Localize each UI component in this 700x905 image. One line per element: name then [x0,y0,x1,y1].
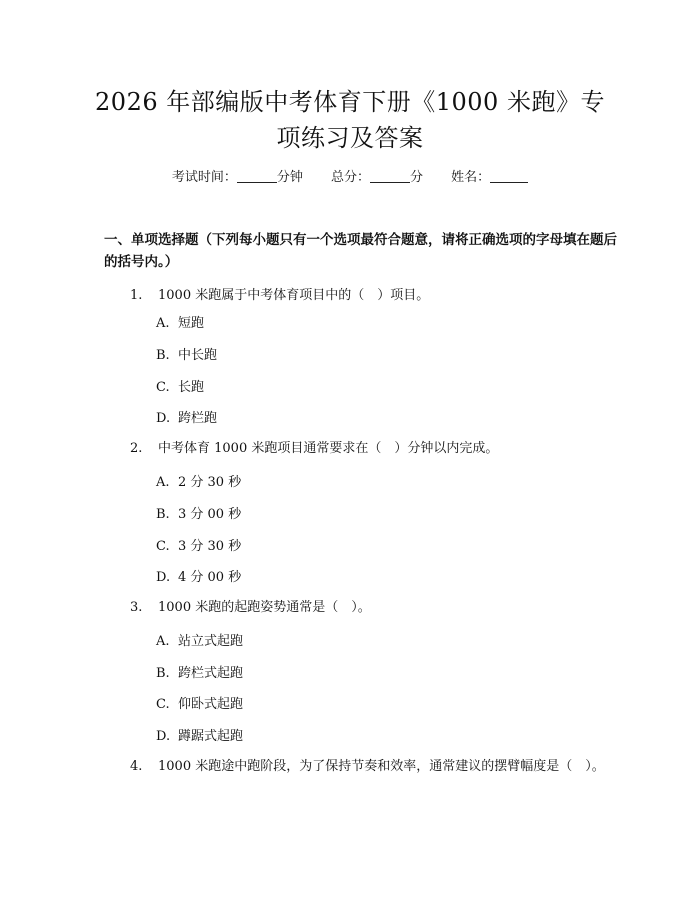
student-name-label: 姓名： [451,170,491,185]
question-text: 1000 米跑属于中考体育项目中的（ ）项目。 [158,288,430,303]
student-name [451,170,528,185]
option-letter: D. [156,411,171,426]
question-2-option-a [156,473,241,493]
question-1-option-a [156,314,204,334]
title-line-2: 项练习及答案 [276,124,424,152]
question-3-option-a [156,632,243,652]
option-text: 短跑 [178,316,205,331]
question-1 [104,285,620,307]
question-2-option-b [156,505,241,525]
section-heading: 一、单项选择题（下列每小题只有一个选项最符合题意，请将正确选项的字母填在题后的括号内。） [104,232,617,270]
question-3 [104,597,620,619]
option-letter: B. [156,507,170,522]
option-letter: A. [156,634,170,649]
question-number: 4. [130,759,143,774]
exam-time-label: 考试时间： [171,170,237,185]
option-text: 仰卧式起跑 [178,697,244,712]
question-text: 中考体育 1000 米跑项目通常要求在（ ）分钟以内完成。 [158,441,499,456]
exam-info-row [0,168,700,188]
exam-time-unit: 分钟 [276,170,303,185]
question-text: 1000 米跑途中跑阶段，为了保持节奏和效率，通常建议的摆臂幅度是（ ）。 [158,759,605,774]
option-text: 2 分 30 秒 [178,475,242,490]
option-letter: C. [156,539,170,554]
question-2-option-d [156,568,241,588]
exam-time-blank [237,168,277,183]
option-letter: B. [156,666,170,681]
question-text: 1000 米跑的起跑姿势通常是（ ）。 [158,600,371,615]
option-text: 3 分 00 秒 [178,507,242,522]
question-number: 3. [130,600,143,615]
question-3-option-b [156,664,243,684]
total-score [331,170,427,185]
question-number: 1. [130,288,143,303]
option-text: 蹲踞式起跑 [178,729,244,744]
total-score-label: 总分： [330,170,370,185]
option-text: 中长跑 [178,348,218,363]
question-4 [104,756,620,778]
option-letter: A. [156,475,170,490]
question-1-option-c [156,378,204,398]
student-name-blank [490,168,528,183]
question-2-option-c [156,537,241,557]
option-text: 长跑 [178,380,205,395]
question-number: 2. [130,441,143,456]
option-text: 3 分 30 秒 [178,539,242,554]
document-title [0,84,700,156]
option-text: 4 分 00 秒 [178,570,242,585]
option-letter: D. [156,570,171,585]
option-letter: D. [156,729,171,744]
exam-time [172,170,307,185]
question-2 [104,438,620,460]
option-text: 站立式起跑 [178,634,244,649]
question-3-option-d [156,727,243,747]
option-text: 跨栏式起跑 [178,666,244,681]
question-1-option-d [156,409,217,429]
option-letter: C. [156,380,170,395]
total-score-blank [370,168,410,183]
option-letter: A. [156,316,170,331]
question-1-option-b [156,346,217,366]
option-text: 跨栏跑 [178,411,218,426]
option-letter: C. [156,697,170,712]
title-line-1: 2026 年部编版中考体育下册《1000 米跑》专 [95,88,605,116]
question-3-option-c [156,695,243,715]
option-letter: B. [156,348,170,363]
total-score-unit: 分 [410,170,424,185]
